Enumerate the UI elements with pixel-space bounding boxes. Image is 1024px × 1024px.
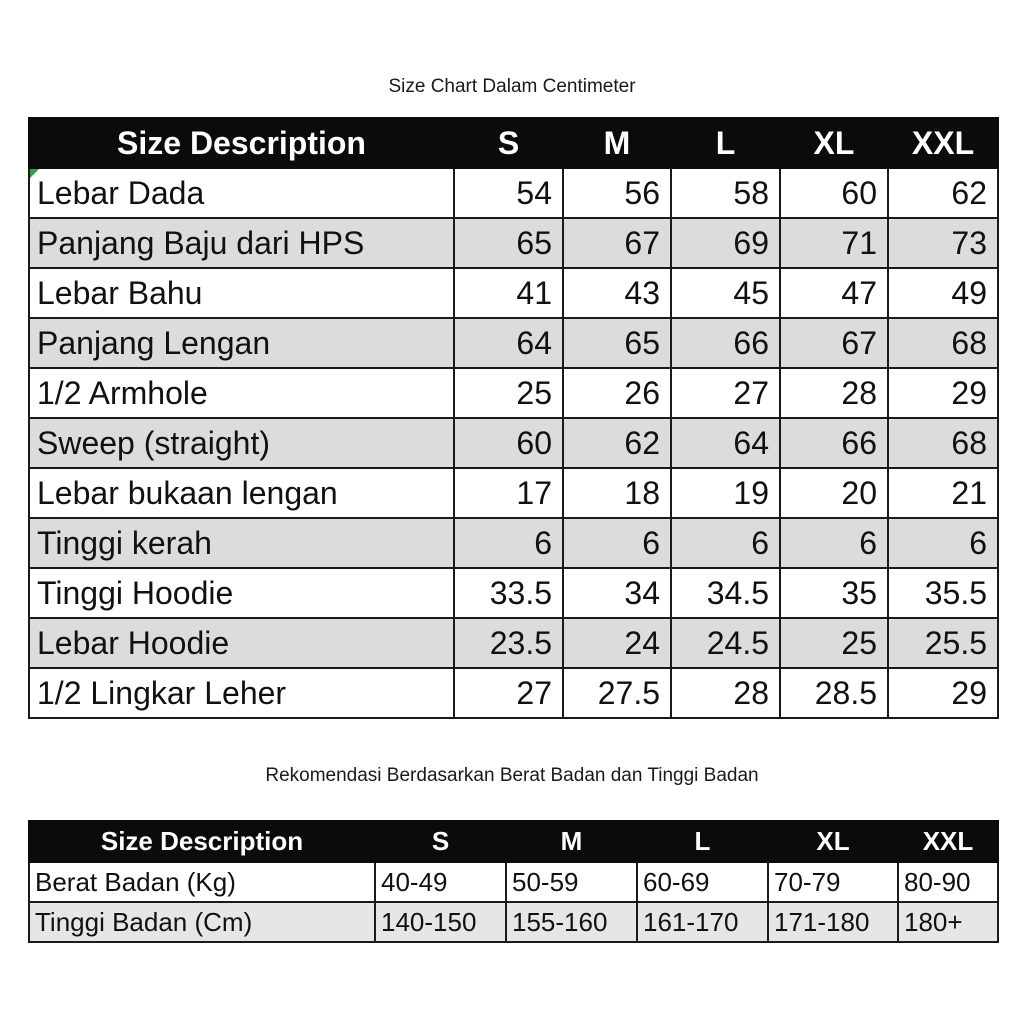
- size-chart-cell-value: 58: [671, 168, 780, 218]
- size-chart-cell-value: 19: [671, 468, 780, 518]
- size-chart-cell-value: 29: [888, 368, 998, 418]
- size-chart-row: [29, 168, 998, 218]
- recommendation-cell-value: 155-160: [506, 902, 637, 942]
- size-chart-cell-value: 69: [671, 218, 780, 268]
- size-chart-row-label-text: Sweep (straight): [37, 424, 270, 461]
- size-chart-row: [29, 568, 998, 618]
- size-chart-cell-value: 43: [563, 268, 671, 318]
- recommendation-cell-value: 60-69: [637, 862, 768, 902]
- size-chart-cell-value: 34: [563, 568, 671, 618]
- size-chart-row: [29, 268, 998, 318]
- size-chart-row-label: [29, 268, 454, 318]
- size-chart-row-label: [29, 668, 454, 718]
- size-chart-cell-value: 62: [563, 418, 671, 468]
- size-chart-cell-value: 45: [671, 268, 780, 318]
- recommendation-row-label-text: Tinggi Badan (Cm): [35, 906, 253, 937]
- size-chart-header-row: [29, 118, 998, 168]
- size-chart-cell-value: 6: [671, 518, 780, 568]
- size-chart-cell-value: 47: [780, 268, 888, 318]
- size-chart-cell-value: 66: [671, 318, 780, 368]
- size-chart-cell-value: 65: [454, 218, 563, 268]
- rec-header-size-xxl: XXL: [898, 821, 998, 862]
- size-chart-cell-value: 27: [454, 668, 563, 718]
- recommendation-cell-value: 140-150: [375, 902, 506, 942]
- recommendation-table: [28, 820, 999, 943]
- size-chart-row-label-text: Lebar Bahu: [37, 274, 203, 311]
- recommendation-cell-value: 50-59: [506, 862, 637, 902]
- size-chart-cell-value: 33.5: [454, 568, 563, 618]
- size-chart-cell-value: 28: [671, 668, 780, 718]
- header-size-l: L: [671, 118, 780, 168]
- size-chart-cell-value: 62: [888, 168, 998, 218]
- size-chart-row: [29, 618, 998, 668]
- recommendation-header-row: [29, 821, 998, 862]
- size-chart-cell-value: 23.5: [454, 618, 563, 668]
- recommendation-row: [29, 862, 998, 902]
- size-chart-cell-value: 25: [454, 368, 563, 418]
- size-chart-cell-value: 28.5: [780, 668, 888, 718]
- size-chart-cell-value: 65: [563, 318, 671, 368]
- size-chart-cell-value: 26: [563, 368, 671, 418]
- size-chart-row: [29, 668, 998, 718]
- size-chart-row: [29, 368, 998, 418]
- size-chart-cell-value: 35.5: [888, 568, 998, 618]
- size-chart-row-label: [29, 618, 454, 668]
- recommendation-cell-value: 161-170: [637, 902, 768, 942]
- size-chart-row-label-text: Panjang Lengan: [37, 324, 271, 361]
- header-size-m: M: [563, 118, 671, 168]
- size-chart-cell-value: 68: [888, 318, 998, 368]
- size-chart-row-label-text: 1/2 Armhole: [37, 374, 208, 411]
- size-chart-row-label-text: Panjang Baju dari HPS: [37, 224, 365, 261]
- size-chart-row-label-text: Tinggi kerah: [37, 524, 212, 561]
- recommendation-cell-value: 171-180: [768, 902, 898, 942]
- size-chart-row: [29, 468, 998, 518]
- size-chart-cell-value: 17: [454, 468, 563, 518]
- size-chart-cell-value: 73: [888, 218, 998, 268]
- recommendation-row: [29, 902, 998, 942]
- size-chart-row-label-text: Lebar bukaan lengan: [37, 474, 338, 511]
- rec-header-size-l: L: [637, 821, 768, 862]
- size-chart-cell-value: 67: [563, 218, 671, 268]
- size-chart-cell-value: 35: [780, 568, 888, 618]
- size-chart-cell-value: 56: [563, 168, 671, 218]
- header-size-xxl: XXL: [888, 118, 998, 168]
- corner-marker-icon: [30, 169, 39, 178]
- recommendation-cell-value: 70-79: [768, 862, 898, 902]
- recommendation-row-label: [29, 902, 375, 942]
- header-size-s: S: [454, 118, 563, 168]
- size-chart-cell-value: 21: [888, 468, 998, 518]
- rec-header-size-s: S: [375, 821, 506, 862]
- size-chart-cell-value: 68: [888, 418, 998, 468]
- size-chart-row: [29, 518, 998, 568]
- rec-header-size-description: Size Description: [29, 821, 375, 862]
- header-size-description: Size Description: [29, 118, 454, 168]
- size-chart-cell-value: 18: [563, 468, 671, 518]
- size-chart-cell-value: 27: [671, 368, 780, 418]
- size-chart-cell-value: 24.5: [671, 618, 780, 668]
- size-chart-cell-value: 6: [563, 518, 671, 568]
- size-chart-cell-value: 27.5: [563, 668, 671, 718]
- size-chart-cell-value: 6: [780, 518, 888, 568]
- size-chart-cell-value: 66: [780, 418, 888, 468]
- size-chart-row-label: [29, 568, 454, 618]
- size-chart-row-label: [29, 418, 454, 468]
- size-chart-cell-value: 60: [780, 168, 888, 218]
- recommendation-cell-value: 40-49: [375, 862, 506, 902]
- recommendation-caption: Rekomendasi Berdasarkan Berat Badan dan Tinggi Badan: [265, 765, 759, 786]
- size-chart-row-label-text: Tinggi Hoodie: [37, 574, 234, 611]
- size-chart-cell-value: 34.5: [671, 568, 780, 618]
- size-chart-cell-value: 41: [454, 268, 563, 318]
- size-chart-row: [29, 418, 998, 468]
- size-chart-row-label: [29, 218, 454, 268]
- recommendation-row-label: [29, 862, 375, 902]
- size-chart-cell-value: 64: [671, 418, 780, 468]
- size-chart-cell-value: 25: [780, 618, 888, 668]
- size-chart-row-label-text: 1/2 Lingkar Leher: [37, 674, 287, 711]
- size-chart-cell-value: 20: [780, 468, 888, 518]
- size-chart-cell-value: 64: [454, 318, 563, 368]
- size-chart-cell-value: 54: [454, 168, 563, 218]
- size-chart-row-label-text: Lebar Dada: [37, 174, 205, 211]
- rec-header-size-m: M: [506, 821, 637, 862]
- size-chart-cell-value: 25.5: [888, 618, 998, 668]
- size-chart-cell-value: 6: [888, 518, 998, 568]
- size-chart-row: [29, 218, 998, 268]
- recommendation-cell-value: 180+: [898, 902, 998, 942]
- size-chart-cell-value: 60: [454, 418, 563, 468]
- size-chart-row-label: [29, 468, 454, 518]
- rec-header-size-xl: XL: [768, 821, 898, 862]
- size-chart-row-label: [29, 518, 454, 568]
- size-chart-cell-value: 6: [454, 518, 563, 568]
- size-chart-row: [29, 318, 998, 368]
- size-chart-caption: Size Chart Dalam Centimeter: [388, 76, 636, 97]
- size-chart-cell-value: 24: [563, 618, 671, 668]
- recommendation-row-label-text: Berat Badan (Kg): [35, 866, 236, 897]
- size-chart-table: [28, 117, 999, 719]
- size-chart-row-label: [29, 368, 454, 418]
- size-chart-cell-value: 67: [780, 318, 888, 368]
- size-chart-cell-value: 71: [780, 218, 888, 268]
- size-chart-cell-value: 29: [888, 668, 998, 718]
- size-chart-row-label: [29, 168, 454, 218]
- header-size-xl: XL: [780, 118, 888, 168]
- size-chart-row-label: [29, 318, 454, 368]
- size-chart-cell-value: 28: [780, 368, 888, 418]
- size-chart-cell-value: 49: [888, 268, 998, 318]
- size-chart-row-label-text: Lebar Hoodie: [37, 624, 230, 661]
- recommendation-cell-value: 80-90: [898, 862, 998, 902]
